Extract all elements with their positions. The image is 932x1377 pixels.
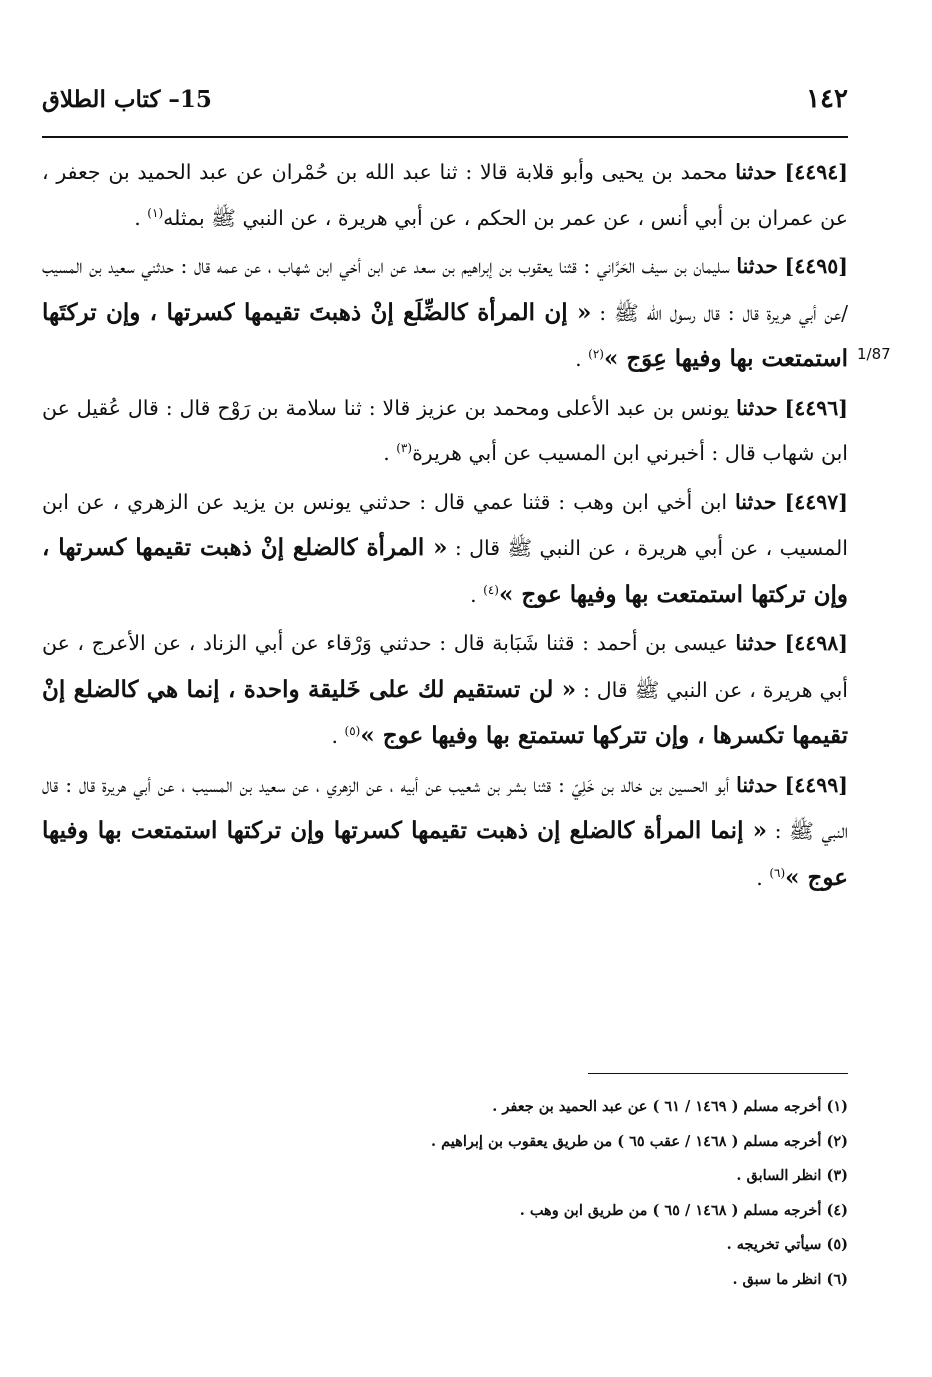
hadith-opening: حدثنا	[736, 772, 778, 797]
hadith-end: .	[134, 205, 148, 230]
hadith-4499	[42, 763, 848, 902]
hadith-4494	[42, 150, 848, 241]
hadith-number: [٤٤٩٦]	[784, 395, 848, 420]
hadith-matn: « المرأة كالضلع إنْ ذهبت تقيمها كسرتها ، وإن تركتها استمتعت بها وفيها عوج »	[42, 534, 848, 608]
manuscript-folio-note: 1/87	[857, 345, 891, 363]
footnote-item: (٣) انظر السابق .	[736, 1167, 848, 1184]
hadith-matn: « إن المرأة كالضِّلَع إنْ ذهبتَ تقيمها كسرتها ، وإن تركتَها استمتعت بها وفيها عِوَج »	[42, 298, 848, 372]
hadith-end: .	[383, 441, 397, 465]
hadith-chain: محمد بن يحيى وأبو قلابة قالا : ثنا عبد الله بن حُمْران عن عبد الحميد بن جعفر ، عن عمران بن أبي أنس ، عن عمر بن الحكم ، عن أبي هريرة ، عن النبي ﷺ بمثله	[42, 160, 848, 230]
page-number: ١٤٢	[806, 84, 848, 114]
hadith-chain: سليمان بن سيف الحَرَّاني : قثنا يعقوب بن إبراهيم بن سعد عن ابن أخي ابن شهاب ، عن عمه قال : حدثني سعيد بن المسيب /عن أبي هريرة قال : قال رسول الله ﷺ :	[42, 254, 848, 325]
footnote-item: (٦) انظر ما سبق .	[732, 1270, 848, 1288]
hadith-4496	[42, 386, 848, 477]
footnote-rule	[588, 1073, 848, 1074]
hadith-number: [٤٤٩٧]	[784, 489, 848, 514]
hadith-chain: يونس بن عبد الأعلى ومحمد بن عزيز قالا : ثنا سلامة بن رَوْح قال : قال عُقيل عن ابن شهاب قال : أخبرني ابن المسيب عن أبي هريرة	[42, 395, 848, 465]
footnote-ref: (١)	[147, 205, 164, 220]
hadith-end: .	[470, 582, 484, 607]
hadith-chain: عيسى بن أحمد : قثنا شَبَابة قال : حدثني وَرْقاء عن أبي الزناد ، عن الأعرج ، عن أبي هريرة ، عن النبي ﷺ قال :	[42, 631, 848, 702]
footnote-item: (٤) أخرجه مسلم ( ١٤٦٨ / ٦٥ ) من طريق ابن وهب .	[519, 1201, 848, 1219]
header-rule	[42, 136, 848, 138]
hadith-opening: حدثنا	[736, 254, 778, 278]
hadith-end: .	[331, 724, 345, 748]
chapter-title: 15– كتاب الطلاق	[42, 86, 212, 113]
footnote-ref: (٤)	[483, 582, 499, 597]
hadith-end: .	[756, 865, 770, 890]
hadith-text-body	[42, 150, 848, 904]
footnote-item: (١) أخرجه مسلم ( ١٤٦٩ / ٦١ ) عن عبد الحميد بن جعفر .	[492, 1098, 848, 1115]
footnote-ref: (٦)	[769, 865, 786, 880]
hadith-end: .	[575, 347, 589, 371]
page-header	[42, 84, 848, 124]
hadith-number: [٤٤٩٥]	[784, 254, 848, 278]
footnote-ref: (٥)	[344, 724, 361, 739]
hadith-opening: حدثنا	[735, 631, 777, 655]
hadith-opening: حدثنا	[735, 489, 777, 514]
footnote-item: (٥) سيأتي تخريجه .	[726, 1236, 848, 1253]
hadith-number: [٤٤٩٤]	[784, 160, 848, 184]
hadith-number: [٤٤٩٨]	[784, 631, 848, 655]
hadith-chain: ابن أخي ابن وهب : قثنا عمي قال : حدثني يونس بن يزيد عن الزهري ، عن ابن المسيب ، عن أبي هريرة ، عن النبي ﷺ قال :	[42, 489, 848, 560]
hadith-opening: حدثنا	[736, 395, 778, 420]
hadith-matn: « إنما المرأة كالضلع إن ذهبت تقيمها كسرتها وإن تركتها استمتعت بها وفيها عوج »	[42, 817, 848, 891]
footnote-ref: (٢)	[588, 347, 604, 362]
hadith-opening: حدثنا	[735, 160, 777, 184]
hadith-4495	[42, 244, 848, 383]
hadith-chain: أبو الحسين بن خالد بن خَلِيّ : قثنا بشر بن شعيب عن أبيه ، عن الزهري ، عن سعيد بن المسيب ، عن أبي هريرة قال : قال النبي ﷺ :	[42, 772, 848, 843]
hadith-number: [٤٤٩٩]	[784, 772, 848, 797]
footnotes	[200, 1090, 848, 1297]
footnote-ref: (٣)	[396, 441, 413, 456]
hadith-4498	[42, 621, 848, 760]
footnote-item: (٢) أخرجه مسلم ( ١٤٦٨ / عقب ٦٥ ) من طريق يعقوب بن إبراهيم .	[431, 1132, 848, 1150]
hadith-matn: « لن تستقيم لك على خَليقة واحدة ، إنما هي كالضلع إنْ تقيمها تكسرها ، وإن تتركها تستمتع بها وفيها عوج »	[42, 675, 848, 749]
hadith-4497	[42, 480, 848, 619]
